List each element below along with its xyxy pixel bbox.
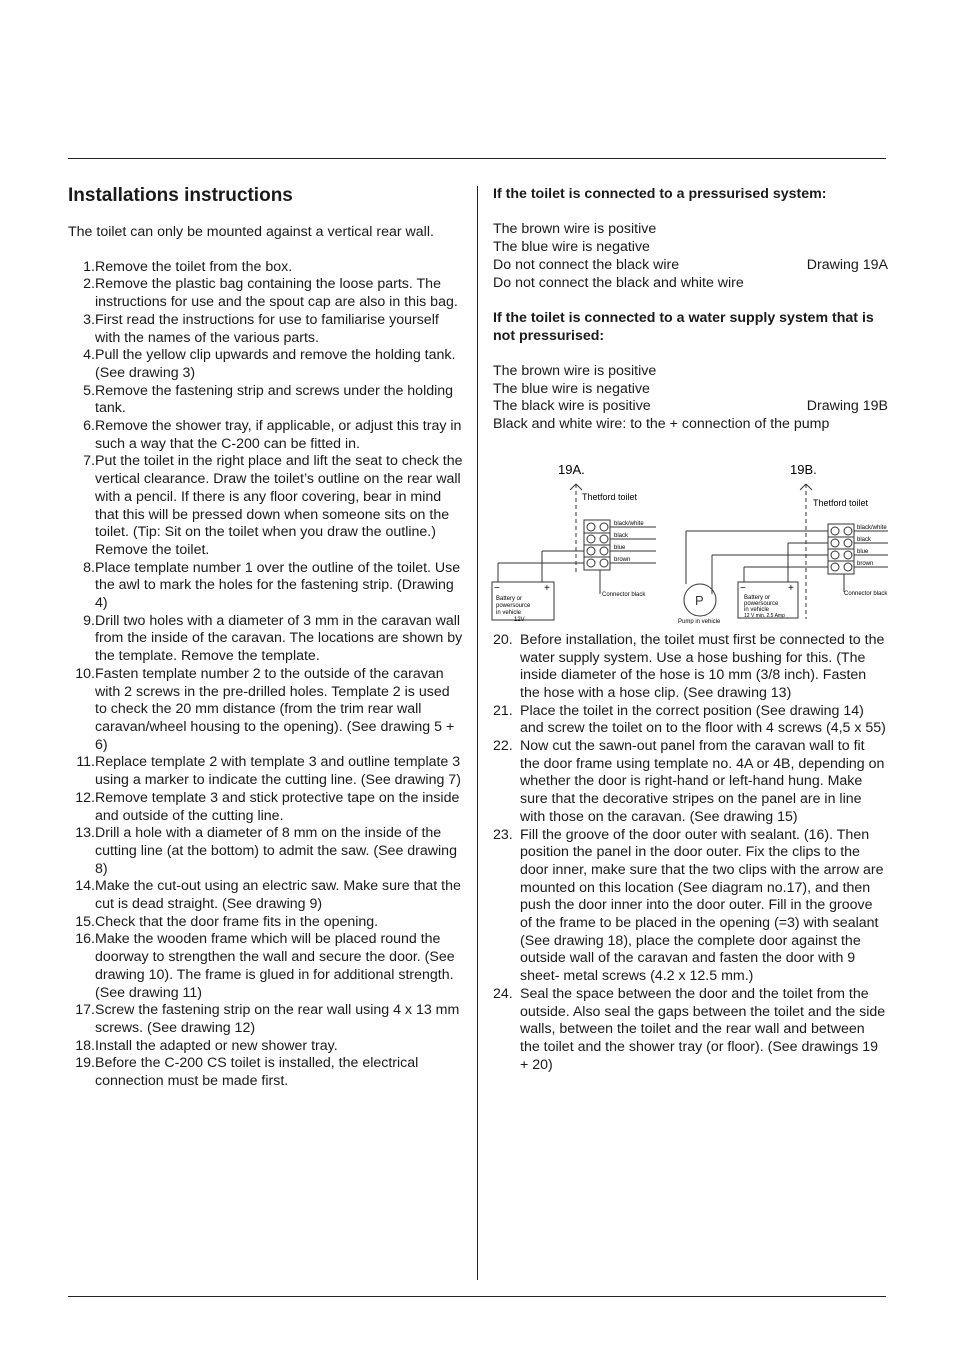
- step-item: [493, 827, 888, 986]
- step-number: 24.: [493, 985, 513, 1002]
- step-number: 4.: [83, 347, 95, 364]
- svg-text:black/white: black/white: [614, 520, 644, 527]
- step-text: First read the instructions for use to familiarise yourself with the names of the various parts.: [95, 311, 439, 346]
- pressurised-line: Do not connect the black and white wire: [493, 274, 744, 291]
- step-text: Remove the shower tray, if applicable, or adjust this tray in such a way that the C-200 can be fitted in.: [95, 418, 462, 452]
- step-text: Make the cut-out using an electric saw. Make sure that the cut is dead straight. (See drawing 9): [95, 878, 461, 913]
- step-item: [493, 703, 888, 738]
- svg-text:Battery or: Battery or: [744, 594, 771, 601]
- svg-text:−: −: [494, 582, 500, 594]
- step-number: 18.: [75, 1037, 95, 1054]
- step-item: [68, 276, 464, 311]
- svg-text:Battery or: Battery or: [496, 595, 523, 602]
- step-item: [68, 1055, 464, 1090]
- svg-text:black: black: [857, 536, 872, 543]
- step-number: 16.: [75, 931, 95, 948]
- step-item: [493, 986, 888, 1075]
- svg-text:12 V min. 2,5 Amp: 12 V min. 2,5 Amp: [744, 612, 785, 619]
- step-text: Remove template 3 and stick protective tape on the inside and outside of the cutting line.: [95, 789, 460, 824]
- svg-text:in vehicle: in vehicle: [744, 606, 770, 613]
- not-pressurised-line: The blue wire is negative: [493, 380, 650, 397]
- diagram-label-19b: 19B.: [790, 461, 817, 477]
- step-item: [68, 347, 464, 382]
- svg-text:Thetford toilet: Thetford toilet: [582, 491, 638, 502]
- step-text: Fasten template number 2 to the outside of the caravan with 2 screws in the pre-drilled holes. Template 2 is used to check the 20 mm distance (from the trim rear wall caravan/wheel housing to the opening). (See drawing 5 + 6): [95, 665, 455, 753]
- step-text: Drill a hole with a diameter of 8 mm on the inside of the cutting line (at the bottom) to admit the saw. (See drawing 8): [95, 825, 457, 877]
- svg-text:blue: blue: [857, 548, 869, 555]
- top-rule: [68, 158, 886, 159]
- step-number: 23.: [493, 826, 513, 843]
- step-number: 19.: [75, 1055, 95, 1072]
- step-number: 17.: [75, 1002, 95, 1019]
- step-item: [68, 312, 464, 347]
- step-text: Drill two holes with a diameter of 3 mm in the caravan wall from the inside of the caravan. The locations are shown by the template. Remove the template.: [95, 612, 463, 665]
- step-number: 9.: [83, 612, 95, 629]
- step-item: [493, 738, 888, 827]
- step-text: Before the C-200 CS toilet is installed, the electrical connection must be made first.: [95, 1055, 419, 1090]
- step-text: Replace template 2 with template 3 and outline template 3 using a marker to indicate the cutting line. (See drawing 7): [95, 754, 461, 789]
- left-column: [68, 184, 464, 1091]
- diagram-label-19a: 19A.: [558, 461, 585, 477]
- step-text: Make the wooden frame which will be placed round the doorway to strengthen the wall and secure the door. (See drawing 10). The frame is glued in for additional strength. (See drawing 11): [95, 931, 455, 1001]
- step-number: 3.: [83, 311, 95, 328]
- step-text: Seal the space between the door and the toilet from the outside. Also seal the gaps between the toilet and the side walls, between the toilet and the rear wall and between the toilet and the shower tray (or floor). (See drawings 19 + 20): [520, 985, 886, 1073]
- svg-text:12V: 12V: [514, 616, 525, 623]
- steps-list-left: [68, 259, 464, 1091]
- drawing-ref: Drawing 19A: [806, 256, 888, 273]
- svg-text:Thetford toilet: Thetford toilet: [813, 497, 869, 508]
- pressurised-line: The blue wire is negative: [493, 239, 650, 256]
- column-divider: [477, 186, 478, 1280]
- step-number: 2.: [83, 276, 95, 293]
- step-text: Pull the yellow clip upwards and remove the holding tank. (See drawing 3): [95, 347, 456, 381]
- svg-text:+: +: [788, 582, 794, 594]
- step-number: 20.: [493, 631, 513, 648]
- step-number: 15.: [75, 913, 95, 930]
- not-pressurised-line: Black and white wire: to the + connection of the pump: [493, 416, 830, 433]
- step-number: 1.: [83, 258, 95, 275]
- step-number: 12.: [75, 789, 95, 806]
- step-item: [68, 754, 464, 789]
- svg-text:black: black: [614, 532, 629, 539]
- step-text: Screw the fastening strip on the rear wall using 4 x 13 mm screws. (See drawing 12): [95, 1002, 460, 1036]
- step-item: [68, 383, 464, 418]
- step-number: 14.: [75, 878, 95, 895]
- pressurised-title: If the toilet is connected to a pressurised system:: [493, 186, 827, 202]
- svg-text:in vehicle: in vehicle: [496, 609, 522, 616]
- step-text: Fill the groove of the door outer with sealant. (16). Then position the panel in the door outer. Fix the clips to the door inner, make sure that the two clips with the arrow are mounted on this location (See diagram no.17), and then push the door inner into the door outer. Fill in the groove of the frame to be placed in the opening (=3) with sealant (See drawing 18), place the complete door against the outside wall of the caravan and fasten the door with 9 sheet- metal screws (4.2 x 12.5 mm.): [520, 826, 884, 985]
- step-number: 5.: [83, 382, 95, 399]
- svg-text:−: −: [740, 582, 746, 594]
- step-item: [493, 632, 888, 703]
- steps-list-right: [493, 632, 888, 1075]
- step-number: 11.: [76, 754, 95, 771]
- step-text: Place template number 1 over the outline of the toilet. Use the awl to mark the holes for the fastening strip. (Drawing 4): [95, 559, 461, 612]
- step-text: Remove the plastic bag containing the loose parts. The instructions for use and the spout cap are also in this bag.: [95, 276, 458, 311]
- step-number: 22.: [493, 738, 513, 755]
- step-item: [68, 418, 464, 453]
- step-number: 13.: [75, 825, 95, 842]
- drawing-ref: Drawing 19B: [806, 398, 888, 415]
- step-number: 10.: [75, 665, 95, 682]
- svg-text:powersource: powersource: [496, 602, 531, 609]
- step-item: [68, 259, 464, 277]
- step-text: Put the toilet in the right place and lift the seat to check the vertical clearance. Draw the toilet’s outline on the rear wall with a pencil. If there is any floor covering, bear in mind that this will be pressed down when someone sits on the toilet. (Tip: Sit on the toilet when you draw the outline.) Remove the toilet.: [95, 453, 463, 558]
- svg-text:Pump in vehicle: Pump in vehicle: [678, 618, 721, 624]
- pressurised-line: The brown wire is positive: [493, 221, 657, 238]
- svg-text:Connector black: Connector black: [602, 591, 646, 598]
- step-text: Remove the fastening strip and screws under the holding tank.: [95, 382, 454, 417]
- pressurised-line: Do not connect the black wire Drawing 19A: [493, 256, 888, 273]
- svg-text:powersource: powersource: [744, 600, 779, 607]
- not-pressurised-title: If the toilet is connected to a water supply system that is not pressurised:: [493, 309, 874, 344]
- not-pressurised-line: The brown wire is positive: [493, 362, 657, 379]
- svg-text:blue: blue: [614, 544, 626, 551]
- not-pressurised-line: The black wire is positive Drawing 19B: [493, 398, 888, 415]
- wiring-diagram: [490, 454, 888, 624]
- step-text: Remove the toilet from the box.: [95, 258, 293, 275]
- step-item: [68, 1038, 464, 1056]
- step-number: 8.: [83, 559, 95, 576]
- step-item: [68, 914, 464, 932]
- step-text: Check that the door frame fits in the opening.: [95, 913, 379, 930]
- step-item: [68, 1002, 464, 1037]
- page-title: Installations instructions: [68, 185, 293, 206]
- step-text: Now cut the sawn-out panel from the caravan wall to fit the door frame using template no. 4A or 4B, depending on whether the door is right-hand or left-hand hung. Make sure that the decorative stripes on the panel are in line with those on the caravan. (See drawing 15): [520, 738, 885, 825]
- step-text: Place the toilet in the correct position (See drawing 14) and screw the toilet on to the floor with 4 screws (4,5 x 55): [520, 702, 886, 737]
- step-number: 7.: [83, 453, 95, 470]
- svg-text:brown: brown: [857, 560, 874, 567]
- step-text: Before installation, the toilet must first be connected to the water supply system. Use a hose bushing for this. (The inside diameter of the hose is 10 mm (3/8 inch). Fasten the hose with a hose clip. (See drawing 13): [520, 631, 885, 701]
- step-item: [68, 825, 464, 878]
- step-item: [68, 878, 464, 913]
- step-number: 6.: [83, 418, 95, 435]
- bottom-rule: [68, 1296, 886, 1297]
- step-item: [68, 790, 464, 825]
- svg-text:Connector black: Connector black: [844, 590, 888, 597]
- right-column: [493, 186, 888, 1074]
- step-text: Install the adapted or new shower tray.: [95, 1037, 338, 1054]
- step-item: [68, 666, 464, 755]
- step-item: [68, 931, 464, 1002]
- step-item: [68, 560, 464, 613]
- svg-text:P: P: [695, 592, 704, 608]
- step-item: [68, 613, 464, 666]
- intro-paragraph: The toilet can only be mounted against a vertical rear wall.: [68, 224, 434, 240]
- step-number: 21.: [493, 702, 513, 719]
- svg-text:+: +: [544, 582, 550, 594]
- step-item: [68, 453, 464, 559]
- svg-text:black/white: black/white: [857, 524, 887, 531]
- svg-text:brown: brown: [614, 556, 631, 563]
